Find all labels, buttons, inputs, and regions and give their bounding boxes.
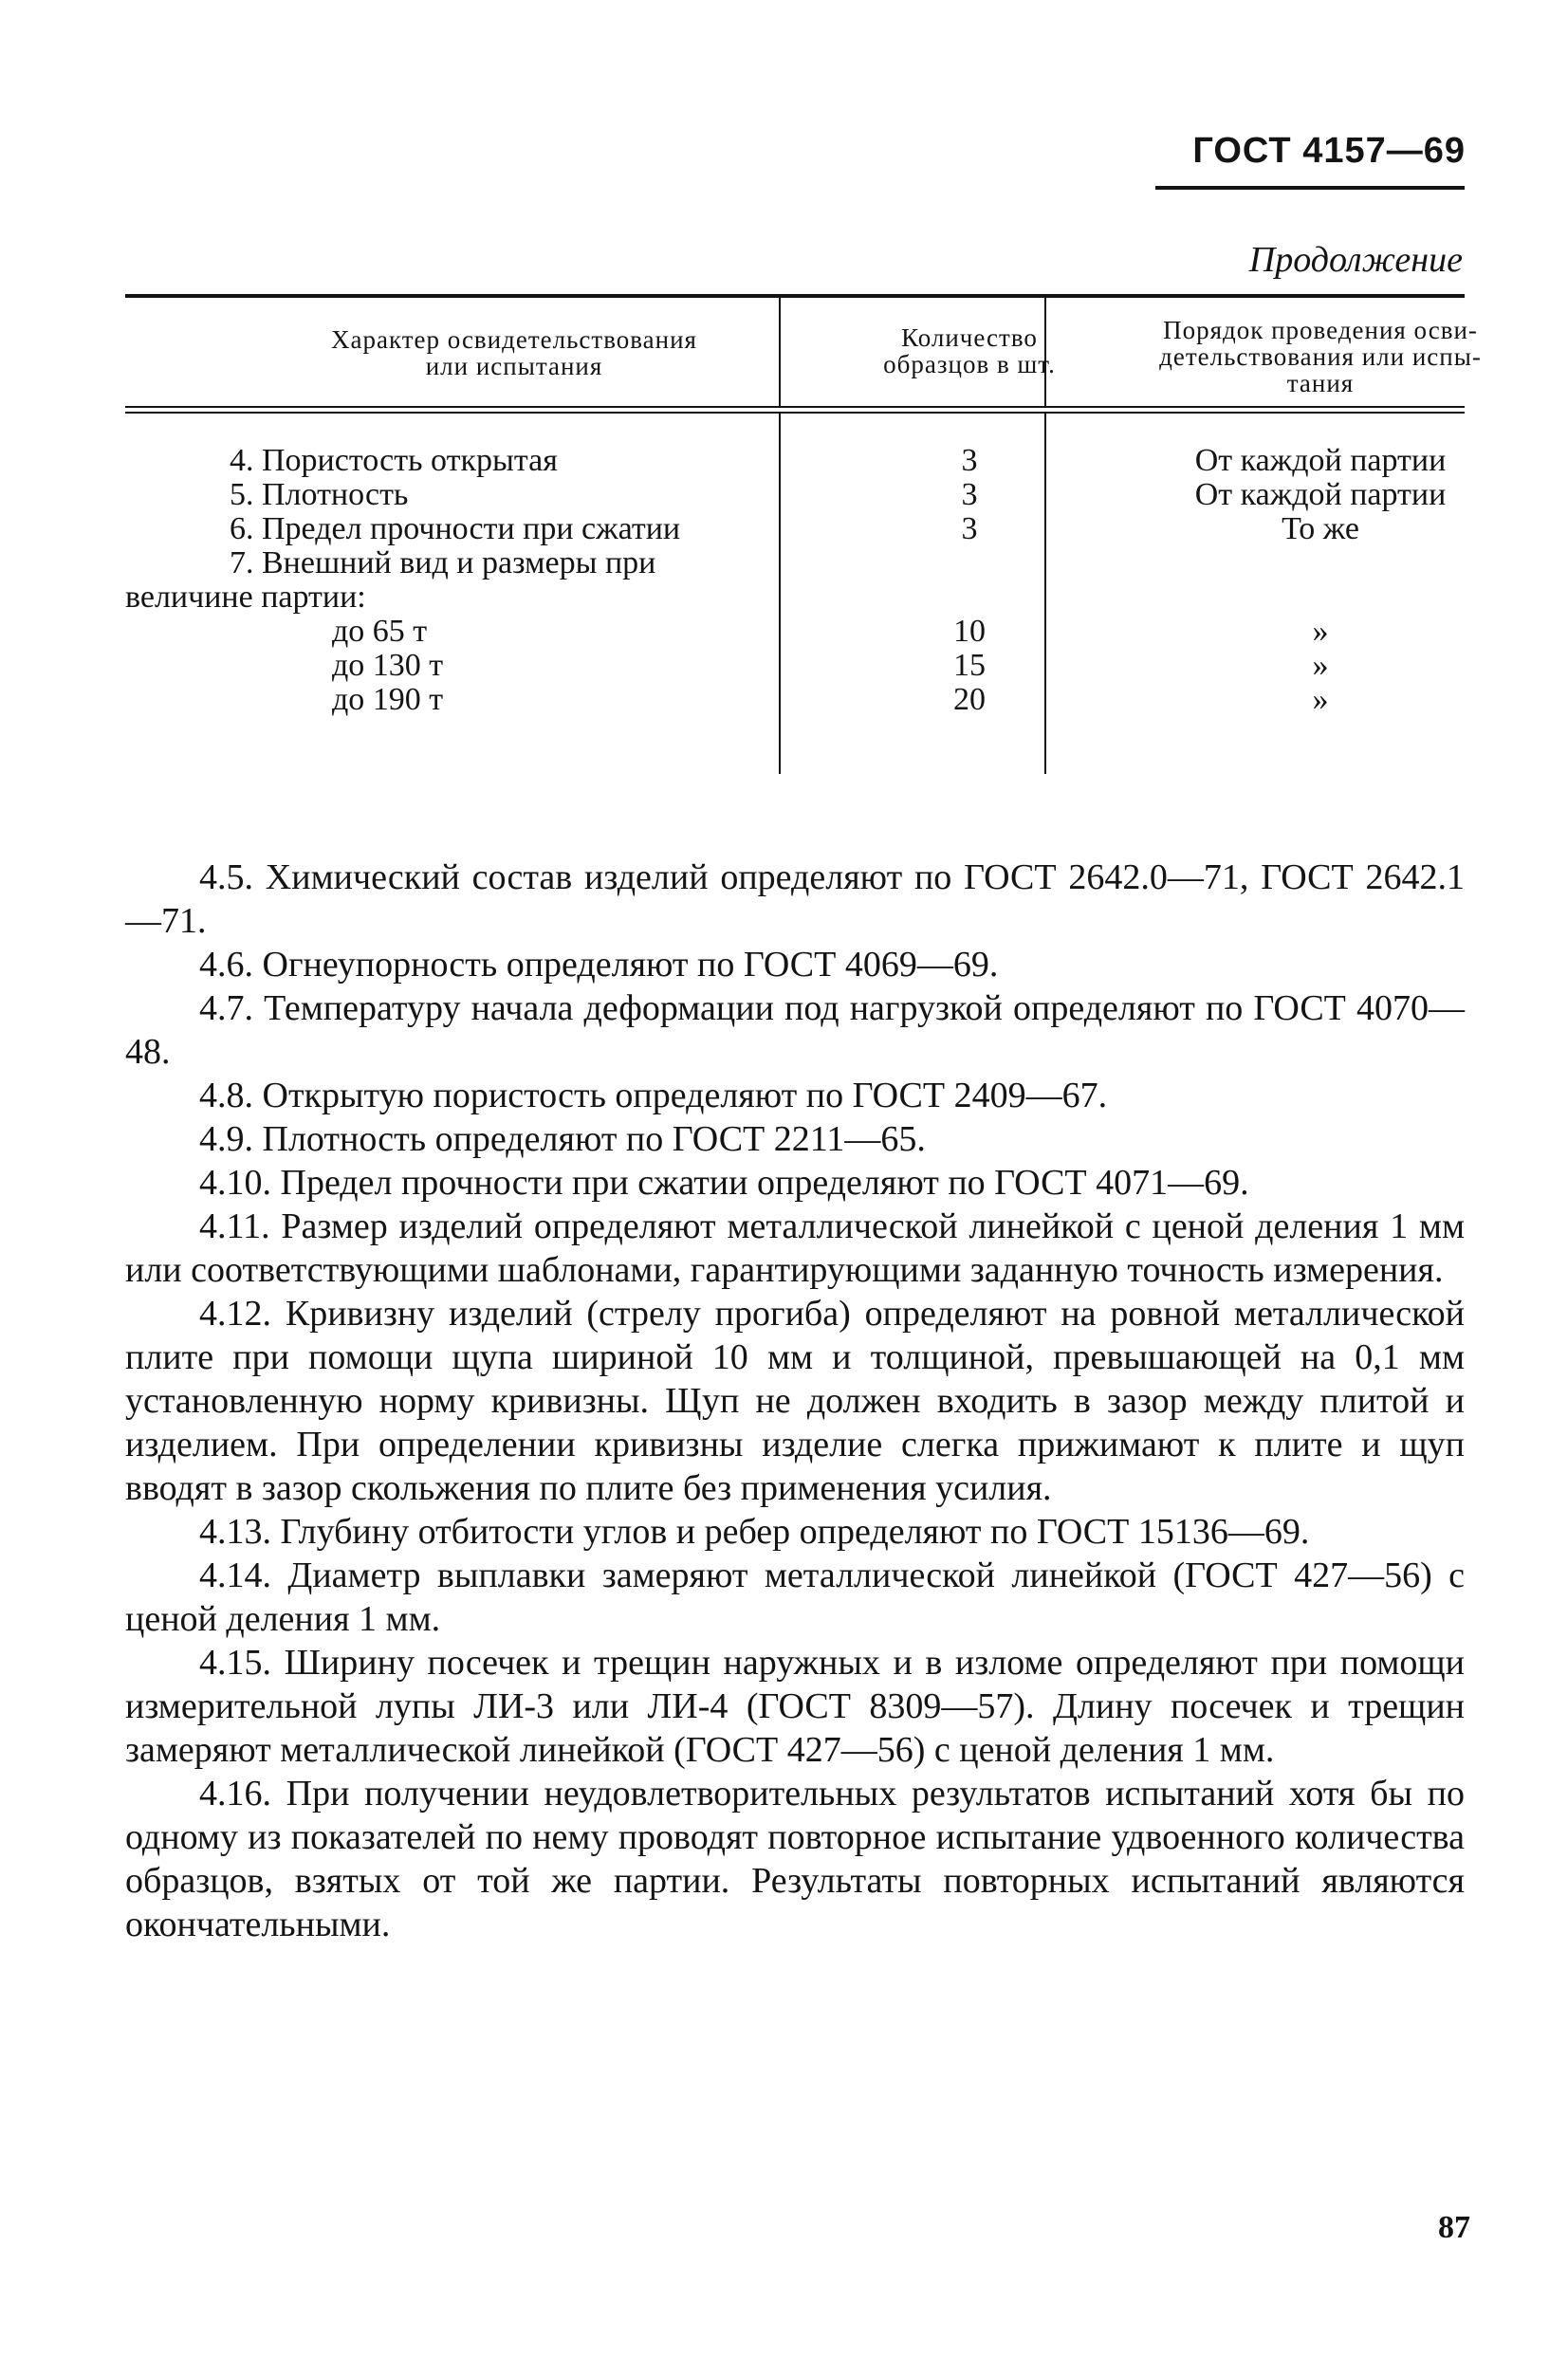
test-methods-text (125, 856, 1465, 1946)
table-continuation-label: Продолжение (1248, 240, 1463, 280)
cell-order: То же (1282, 511, 1359, 546)
cell-test: до 65 т (332, 614, 428, 649)
paragraph-4-13: 4.13. Глубину отбитости углов и ребер определяют по ГОСТ 15136—69. (199, 1512, 1310, 1552)
cell-order: От каждой партии (1194, 477, 1447, 512)
table-top-rule (125, 294, 1465, 298)
table-body (125, 444, 1465, 717)
paragraph-4-7: 4.7. Температуру начала деформации под нагрузкой определяют по ГОСТ 4070—48. (125, 988, 1465, 1072)
table-header-rule-double (125, 412, 1465, 414)
cell-test: 7. Внешний вид и размеры при (230, 545, 656, 580)
header-line: детельствования или испы- (1159, 342, 1482, 371)
table-header-rule (125, 406, 1465, 408)
cell-test: до 190 т (332, 682, 444, 717)
cell-count: 3 (961, 443, 978, 478)
table-header-test-type (163, 326, 865, 379)
cell-order: » (1312, 648, 1329, 683)
header-line: тания (1286, 369, 1355, 397)
header-line: Порядок проведения осви- (1163, 316, 1478, 344)
table-row (125, 512, 1465, 546)
cell-count: 10 (953, 614, 986, 649)
table-row (125, 615, 1465, 649)
paragraph-4-8: 4.8. Открытую пористость определяют по ГОСТ 2409—67. (199, 1076, 1108, 1115)
cell-test: 5. Плотность (230, 477, 409, 512)
paragraph-4-10: 4.10. Предел прочности при сжатии определяют по ГОСТ 4071—69. (199, 1163, 1249, 1203)
header-line: Характер освидетельствования (331, 325, 697, 354)
page-number: 87 (1438, 2210, 1470, 2245)
cell-count: 15 (953, 648, 986, 683)
paragraph-4-15: 4.15. Ширину посечек и трещин наружных и в изломе определяют при помощи измерительной лупы ЛИ-3 или ЛИ-4 (ГОСТ 8309—57). Длину посечек и трещин замеряют металлической линейкой (ГОСТ 427—56) с ценой деления 1 мм. (125, 1643, 1465, 1770)
cell-count: 20 (953, 682, 986, 717)
table-header-test-order (1036, 317, 1568, 396)
header-line: Количество (901, 323, 1038, 352)
cell-order: » (1312, 682, 1329, 717)
header-line: или испытания (425, 352, 603, 380)
paragraph-4-12: 4.12. Кривизну изделий (стрелу прогиба) определяют на ровной металлической плите при помощи щупа шириной 10 мм и толщиной, превышающей на 0,1 мм установленную норму кривизны. Щуп не должен входить в зазор между плитой и изделием. При определении кривизны изделие слегка прижимают к плите и щуп вводят в зазор скольжения по плите без применения усилия. (125, 1294, 1465, 1508)
cell-test: до 130 т (332, 648, 444, 683)
cell-test: величине партии: (125, 580, 366, 615)
cell-count: 3 (961, 511, 978, 546)
table-row (125, 478, 1465, 512)
paragraph-4-16: 4.16. При получении неудовлетворительных результатов испытаний хотя бы по одному из показателей по нему проводят повторное испытание удвоенного количества образцов, взятых от той же партии. Результаты повторных испытаний являются окончательными. (125, 1774, 1465, 1944)
cell-test: 4. Пористость открытая (230, 443, 558, 478)
table-row (125, 546, 1465, 580)
paragraph-4-9: 4.9. Плотность определяют по ГОСТ 2211—65. (199, 1119, 926, 1159)
header-line: образцов в шт. (883, 350, 1056, 378)
cell-order: » (1312, 614, 1329, 649)
table-row (125, 649, 1465, 683)
paragraph-4-14: 4.14. Диаметр выплавки замеряют металлической линейкой (ГОСТ 427—56) с ценой деления 1 мм. (125, 1556, 1465, 1639)
header-underline (1155, 186, 1465, 190)
document-standard-number: ГОСТ 4157—69 (1192, 131, 1466, 171)
cell-count: 3 (961, 477, 978, 512)
paragraph-4-11: 4.11. Размер изделий определяют металлической линейкой с ценой деления 1 мм или соответствующими шаблонами, гарантирующими заданную точность измерения. (125, 1206, 1465, 1290)
table-row (125, 683, 1465, 717)
cell-test: 6. Предел прочности при сжатии (230, 511, 681, 546)
paragraph-4-6: 4.6. Огнеупорность определяют по ГОСТ 4069—69. (199, 945, 999, 985)
cell-order: От каждой партии (1194, 443, 1447, 478)
table-row (125, 580, 1465, 615)
paragraph-4-5: 4.5. Химический состав изделий определяют по ГОСТ 2642.0—71, ГОСТ 2642.1—71. (125, 857, 1465, 941)
table-row (125, 444, 1465, 478)
test-table (125, 294, 1482, 774)
